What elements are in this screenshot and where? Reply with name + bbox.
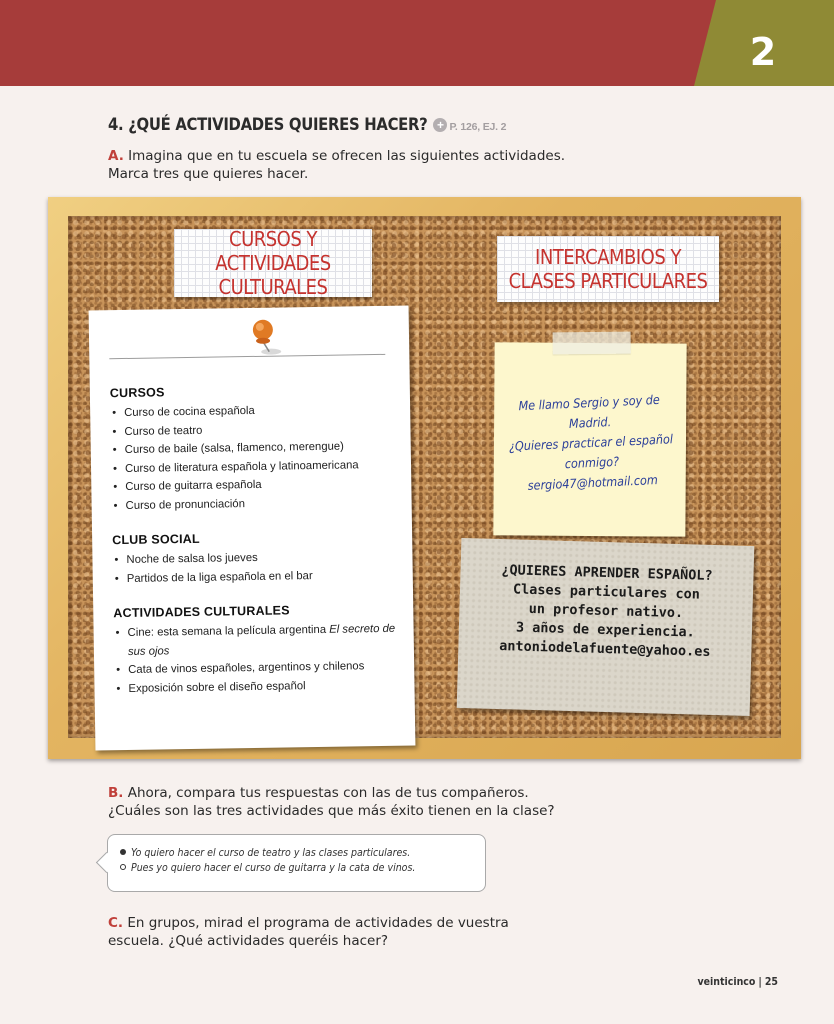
page-number: 25: [764, 976, 778, 988]
unit-number: 2: [749, 30, 777, 74]
page-word: veinticinco: [697, 976, 756, 988]
dialogue-text-1: Yo quiero hacer el curso de teatro y las clases particulares.: [131, 847, 411, 859]
label-right-line2: CLASES PARTICULARES: [508, 269, 708, 293]
sergio-line2: ¿Quieres practicar el español: [508, 431, 674, 454]
plus-circle-icon: +: [433, 118, 447, 132]
instruction-b-line1: Ahora, compara tus respuestas con las de tus compañeros.: [127, 785, 529, 801]
label-cursos-actividades: [174, 229, 372, 297]
page-footer: [697, 976, 778, 988]
letter-b: B.: [108, 785, 124, 801]
culturales-heading: ACTIVIDADES CULTURALES: [113, 603, 290, 621]
activities-notice: [89, 306, 416, 751]
instruction-c-line1: En grupos, mirad el programa de actividades de vuestra: [127, 915, 509, 931]
club-heading: CLUB SOCIAL: [112, 531, 200, 548]
pushpin-icon: [247, 315, 288, 358]
instruction-b: [108, 784, 608, 820]
antonio-ad: [457, 538, 755, 716]
instruction-b-line2: ¿Cuáles son las tres actividades que más éxito tienen en la clase?: [108, 803, 555, 819]
footer-separator: |: [758, 976, 762, 988]
exercise-heading: [108, 115, 506, 135]
list-item: • Curso de guitarra española: [111, 474, 401, 497]
letter-a: A.: [108, 148, 124, 164]
notice-body: [110, 382, 405, 699]
ad-line3: un profesor nativo.: [528, 600, 684, 622]
list-item: • Curso de teatro: [110, 418, 400, 441]
sergio-line1: Me llamo Sergio y soy de Madrid.: [518, 391, 661, 431]
ad-line2: Clases particulares con: [512, 581, 701, 603]
list-item: • Exposición sobre el diseño español: [114, 675, 404, 698]
film-title: El secreto de sus ojos: [127, 622, 396, 658]
list-item: • Noche de salsa los jueves: [112, 547, 402, 570]
instruction-a-line2: Marca tres que quieres hacer.: [108, 166, 309, 182]
ad-line1: ¿QUIERES APRENDER ESPAÑOL?: [501, 562, 713, 584]
ad-email: antoniodelafuente@yahoo.es: [499, 638, 711, 660]
list-item: • Curso de cocina española: [110, 400, 400, 423]
sergio-line3: conmigo?: [564, 453, 620, 472]
exercise-title: 4. ¿QUÉ ACTIVIDADES QUIERES HACER?: [108, 115, 428, 134]
antonio-message: [468, 560, 744, 663]
list-item: • Curso de pronunciación: [111, 492, 401, 515]
dialogue-bubble: [107, 834, 486, 892]
letter-c: C.: [108, 915, 124, 931]
label-left-line2: CULTURALES: [218, 275, 328, 299]
list-item: • Curso de baile (salsa, flamenco, merengue): [111, 437, 401, 460]
dialogue-line: [120, 846, 480, 861]
cursos-list: [110, 400, 402, 516]
tape-strip: [553, 332, 631, 355]
list-item: [113, 620, 404, 662]
sergio-email: sergio47@hotmail.com: [527, 472, 659, 493]
dialogue-text-2: Pues yo quiero hacer el curso de guitarra y la cata de vinos.: [131, 862, 416, 874]
instruction-c: [108, 914, 568, 950]
sergio-message: [500, 389, 682, 497]
list-item: • Cata de vinos españoles, argentinos y chilenos: [114, 657, 404, 680]
cursos-heading: CURSOS: [109, 385, 165, 401]
dialogue-lines: [120, 846, 480, 876]
cine-prefix: Cine: esta semana la película argentina: [127, 623, 330, 639]
instruction-a: [108, 147, 588, 183]
label-right-line1: INTERCAMBIOS Y: [535, 245, 681, 269]
speaker-open-dot-icon: [120, 864, 126, 870]
workbook-reference: P. 126, EJ. 2: [449, 121, 507, 133]
culturales-list: [113, 620, 404, 699]
list-item: • Partidos de la liga española en el bar: [113, 565, 403, 588]
label-intercambios: [497, 236, 719, 302]
ad-line4: 3 años de experiencia.: [515, 619, 696, 641]
speaker-filled-dot-icon: [120, 849, 126, 855]
instruction-c-line2: escuela. ¿Qué actividades queréis hacer?: [108, 933, 389, 949]
sergio-sticky-note: [493, 342, 686, 536]
dialogue-line: [120, 861, 480, 876]
label-left-line1: CURSOS Y ACTIVIDADES: [215, 227, 331, 275]
list-item: • Curso de literatura española y latinoamericana: [111, 455, 401, 478]
club-list: [112, 547, 403, 589]
instruction-a-line1: Imagina que en tu escuela se ofrecen las siguientes actividades.: [128, 148, 566, 164]
